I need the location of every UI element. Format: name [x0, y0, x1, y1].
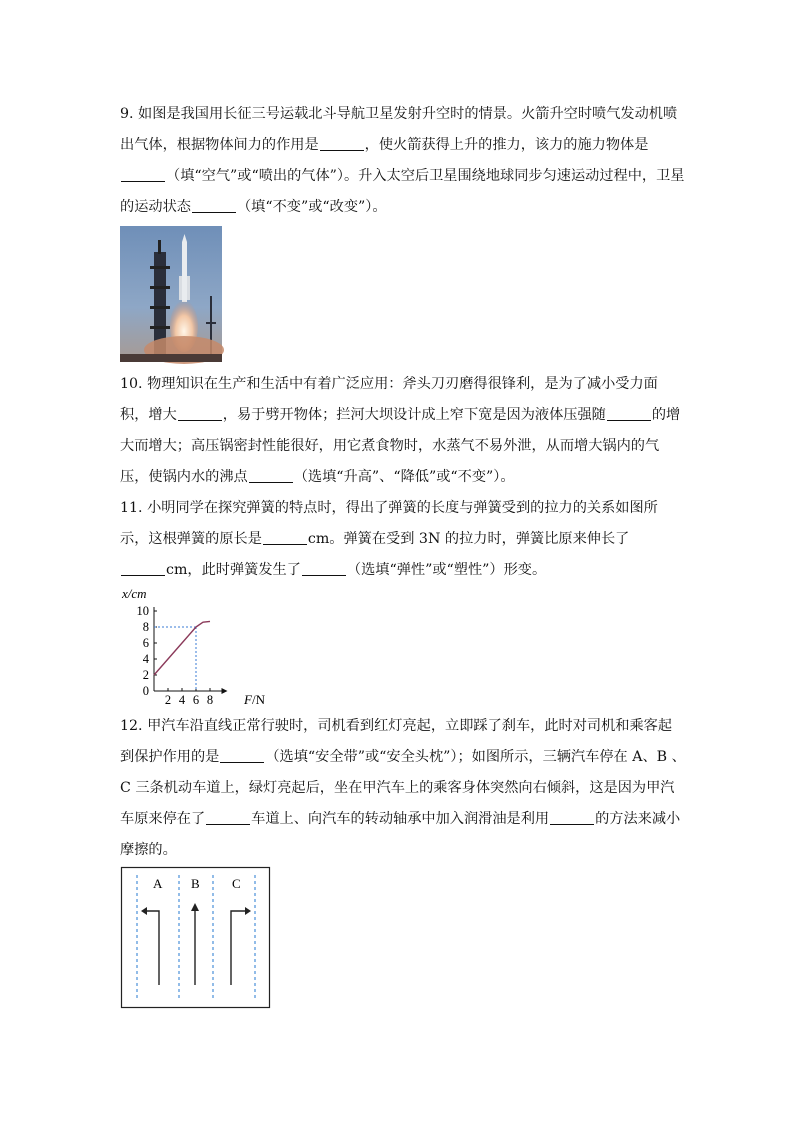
- answer-blank[interactable]: [550, 810, 594, 825]
- answer-blank[interactable]: [607, 406, 651, 421]
- chart-svg: [118, 586, 265, 707]
- q11-line-2: 示，这根弹簧的原长是 cm。弹簧在受到 3N 的拉力时，弹簧比原来伸长了: [120, 531, 630, 547]
- x-tick-label: 8: [206, 693, 214, 707]
- y-tick-label: 10: [136, 604, 149, 618]
- q12-line-3: C 三条机动车道上，绿灯亮起后，坐在甲汽车上的乘客身体突然向右倾斜，这是因为甲汽: [120, 780, 675, 796]
- q10-line-1: 10. 物理知识在生产和生活中有着广泛应用：斧头刀刃磨得很锋利，是为了减小受力面: [120, 376, 658, 392]
- chart-axes: [154, 607, 228, 694]
- chart-series: [154, 621, 210, 675]
- q9-line-2: 出气体，根据物体间力的作用是 ，使火箭获得上升的推力，该力的施力物体是: [120, 137, 649, 153]
- x-tick-label: 2: [164, 693, 172, 707]
- q10-line-2: 积，增大 ，易于劈开物体；拦河大坝设计成上窄下宽是因为液体压强随 的增: [120, 407, 681, 423]
- y-tick-label: 0: [142, 684, 149, 698]
- q9-line-1: 9. 如图是我国用长征三号运载北斗导航卫星发射升空时的情景。火箭升空时喷气发动机喷: [120, 106, 678, 122]
- answer-blank[interactable]: [302, 561, 346, 576]
- series-line: [154, 621, 210, 675]
- answer-blank[interactable]: [206, 810, 250, 825]
- lane-label-c: C: [232, 876, 241, 891]
- chart-ticks: [137, 604, 214, 707]
- q12-line-1: 12. 甲汽车沿直线正常行驶时，司机看到红灯亮起，立即踩了刹车，此时对司机和乘客起: [120, 718, 673, 734]
- lane-label-a: A: [153, 876, 163, 891]
- rocket-launch-photo: [120, 226, 222, 362]
- x-axis-label: F/N: [244, 692, 265, 707]
- answer-blank[interactable]: [249, 468, 293, 483]
- lane-label-b: B: [191, 876, 200, 891]
- answer-blank[interactable]: [263, 530, 307, 545]
- q10-line-4: 压，使锅内水的沸点 （选填“升高”、“降低”或“不变”）。: [120, 469, 515, 485]
- answer-blank[interactable]: [220, 748, 264, 763]
- y-tick-label: 6: [142, 636, 149, 650]
- chart-guides: [154, 627, 196, 691]
- y-axis-label: x/cm: [122, 586, 147, 601]
- y-tick-label: 2: [142, 668, 149, 682]
- spring-length-chart: [118, 586, 265, 710]
- q12-line-4: 车原来停在了 车道上、向汽车的转动轴承中加入润滑油是利用 的方法来减小: [120, 811, 681, 827]
- answer-blank[interactable]: [121, 167, 165, 182]
- answer-blank[interactable]: [320, 136, 364, 151]
- q12-line-2: 到保护作用的是 （选填“安全带”或“安全头枕”）；如图所示，三辆汽车停在 A、B 、: [120, 749, 686, 765]
- x-tick-label: 6: [192, 693, 200, 707]
- answer-blank[interactable]: [192, 198, 236, 213]
- lanes-diagram: [121, 867, 271, 1013]
- q9-line-3: （填“空气”或“喷出的气体”）。升入太空后卫星围绕地球同步匀速运动过程中，卫星: [120, 166, 684, 186]
- answer-blank[interactable]: [178, 406, 222, 421]
- y-tick-label: 8: [142, 620, 149, 634]
- q9-line-4: 的运动状态 （填“不变”或“改变”）。: [120, 199, 387, 215]
- q10-line-3: 大而增大；高压锅密封性能很好，用它煮食物时，水蒸气不易外泄，从而增大锅内的气: [120, 438, 660, 454]
- q11-line-3: cm，此时弹簧发生了 （选填“弹性”或“塑性”）形变。: [120, 560, 546, 580]
- x-axis-arrow: [222, 688, 228, 694]
- answer-blank[interactable]: [121, 561, 165, 576]
- y-tick-label: 4: [142, 652, 149, 666]
- q12-line-5: 摩擦的。: [120, 842, 177, 858]
- x-tick-label: 4: [178, 693, 186, 707]
- q11-line-1: 11. 小明同学在探究弹簧的特点时，得出了弹簧的长度与弹簧受到的拉力的关系如图所: [120, 500, 658, 516]
